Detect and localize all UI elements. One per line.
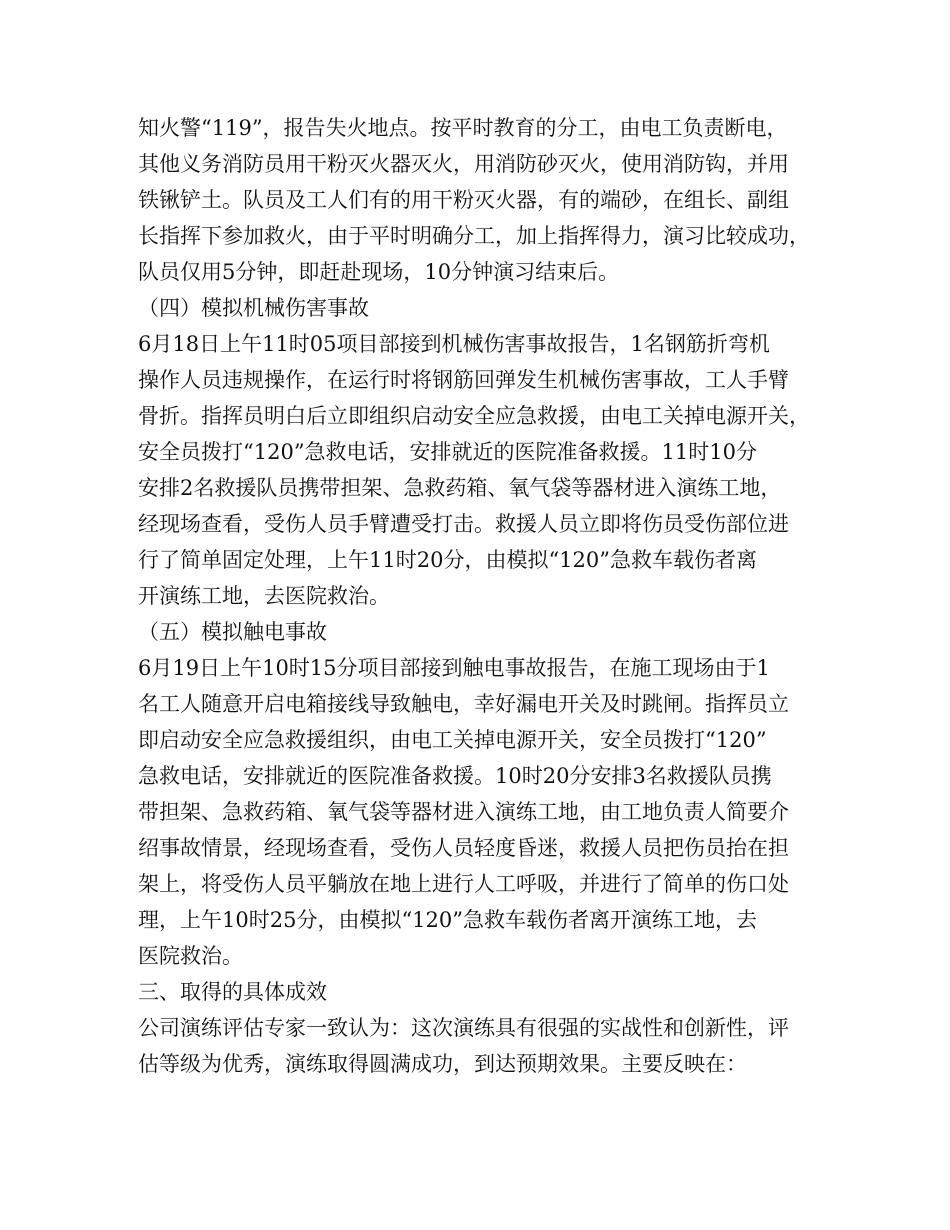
text-line-mechanical-4: 安全员拨打“120”急救电话，安排就近的医院准备救援。11时10分 <box>138 440 757 464</box>
text-line-mechanical-8: 开演练工地，去医院救治。 <box>138 584 390 608</box>
text-line-results-1: 公司演练评估专家一致认为：这次演练具有很强的实战性和创新性，评 <box>138 1016 789 1040</box>
text-line-fire-drill-2: 其他义务消防员用干粉灭火器灭火，用消防砂灭火，使用消防钩，并用 <box>138 152 789 176</box>
text-line-mechanical-7: 行了简单固定处理，上午11时20分，由模拟“120”急救车载伤者离 <box>138 548 757 572</box>
section-heading-results: 三、取得的具体成效 <box>138 980 327 1004</box>
text-line-electric-7: 架上，将受伤人员平躺放在地上进行人工呼吸，并进行了简单的伤口处 <box>138 872 789 896</box>
text-line-electric-2: 名工人随意开启电箱接线导致触电，幸好漏电开关及时跳闸。指挥员立 <box>138 692 789 716</box>
section-heading-mechanical-injury: （四）模拟机械伤害事故 <box>138 296 369 320</box>
text-line-electric-3: 即启动安全应急救援组织，由电工关掉电源开关，安全员拨打“120” <box>138 728 767 752</box>
text-line-results-2: 估等级为优秀，演练取得圆满成功，到达预期效果。主要反映在： <box>138 1052 747 1076</box>
text-line-electric-8: 理，上午10时25分，由模拟“120”急救车载伤者离开演练工地，去 <box>138 908 757 932</box>
text-line-fire-drill-1: 知火警“119”，报告失火地点。按平时教育的分工，由电工负责断电， <box>138 116 788 140</box>
text-line-electric-6: 绍事故情景，经现场查看，受伤人员轻度昏迷，救援人员把伤员抬在担 <box>138 836 789 860</box>
text-line-electric-9: 医院救治。 <box>138 944 243 968</box>
text-line-fire-drill-4: 长指挥下参加救火，由于平时明确分工，加上指挥得力，演习比较成功， <box>138 224 810 248</box>
text-line-mechanical-2: 操作人员违规操作，在运行时将钢筋回弹发生机械伤害事故，工人手臂 <box>138 368 789 392</box>
text-line-mechanical-5: 安排2名救援队员携带担架、急救药箱、氧气袋等器材进入演练工地， <box>138 476 782 500</box>
section-heading-electric-shock: （五）模拟触电事故 <box>138 620 327 644</box>
text-line-electric-5: 带担架、急救药箱、氧气袋等器材进入演练工地，由工地负责人简要介 <box>138 800 789 824</box>
text-line-mechanical-1: 6月18日上午11时05项目部接到机械伤害事故报告，1名钢筋折弯机 <box>138 332 770 356</box>
document-body <box>138 110 828 1082</box>
text-line-mechanical-3: 骨折。指挥员明白后立即组织启动安全应急救援，由电工关掉电源开关， <box>138 404 810 428</box>
text-line-electric-1: 6月19日上午10时15分项目部接到触电事故报告，在施工现场由于1 <box>138 656 770 680</box>
text-line-fire-drill-3: 铁锹铲土。队员及工人们有的用干粉灭火器，有的端砂，在组长、副组 <box>138 188 789 212</box>
text-line-electric-4: 急救电话，安排就近的医院准备救援。10时20分安排3名救援队员携 <box>138 764 772 788</box>
text-line-mechanical-6: 经现场查看，受伤人员手臂遭受打击。救援人员立即将伤员受伤部位进 <box>138 512 789 536</box>
text-line-fire-drill-5: 队员仅用5分钟，即赶赴现场，10分钟演习结束后。 <box>138 260 620 284</box>
